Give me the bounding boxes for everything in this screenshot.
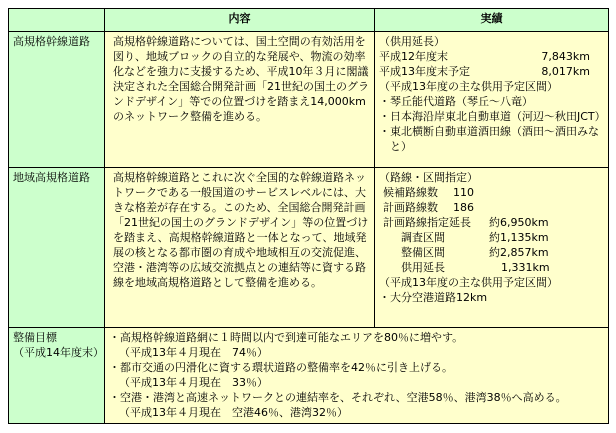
- goal-item: ・ 高規格幹線道路網に１時間以内で到達可能なエリアを80％に増やす。: [109, 331, 464, 344]
- header-blank: [9, 9, 105, 32]
- goal-note: （平成13年４月現在 空港46％、港湾32％）: [119, 406, 348, 419]
- list-item: ・ 東北横断自動車道酒田線（酒田～酒田みなと）: [379, 125, 599, 153]
- results-line: 平成13年度末予定 8,017km: [379, 65, 590, 78]
- results-heading: （供用延長）: [379, 35, 445, 48]
- header-row: [9, 9, 609, 32]
- goal-note: （平成13年４月現在 74％）: [119, 346, 268, 359]
- bullet: ・: [379, 125, 390, 138]
- bullet: ・: [379, 95, 390, 108]
- content-text: 高規格幹線道路については、国土空間の有効活用を図り、地域ブロックの自立的な発展や、物流の効率化などを強力に支援するため、平成10年３月に閣議決定された全国総合開発計画「21世紀の国土のグランドデザイン」等での位置づけを踏まえ14,000kmのネットワーク整備を進める。: [113, 35, 369, 123]
- policy-table: [8, 8, 609, 424]
- results-subheading: （平成13年度の主な供用予定区間）: [379, 80, 558, 93]
- results-line: 計画路線指定延長 約6,950km: [383, 216, 549, 229]
- header-content: 内容: [105, 9, 375, 32]
- results-subheading: （平成13年度の主な供用予定区間）: [379, 276, 558, 289]
- results-subline: 整備区間 約2,857km: [401, 246, 549, 259]
- table-row: [9, 168, 609, 328]
- table-row: [9, 32, 609, 168]
- results-subline: 調査区間 約1,135km: [401, 231, 549, 244]
- header-results: 実績: [375, 9, 609, 32]
- row-results: [375, 32, 609, 168]
- results-line: 計画路線数 186: [383, 201, 474, 214]
- list-item: ・ 琴丘能代道路（琴丘～八竜）: [379, 95, 533, 108]
- results-line: 平成12年度末 7,843km: [379, 50, 590, 63]
- row-content: [105, 168, 375, 328]
- results-heading: （路線・区間指定）: [379, 171, 478, 184]
- list-item: ・ 大分空港道路12km: [379, 291, 488, 304]
- row-label: 高規格幹線道路: [9, 32, 105, 168]
- row-results: [375, 168, 609, 328]
- row-content: [105, 32, 375, 168]
- goal-item: ・ 空港・港湾と高速ネットワークとの連結率を、それぞれ、空港58％、港湾38％へ高める。: [109, 391, 567, 404]
- goals-content: [105, 328, 609, 424]
- row-label: 地域高規格道路: [9, 168, 105, 328]
- goal-item: ・ 都市交通の円滑化に資する環状道路の整備率を42％に引き上げる。: [109, 361, 453, 374]
- list-item: ・ 日本海沿岸東北自動車道（河辺～秋田JCT）: [379, 110, 606, 123]
- bullet: ・: [379, 291, 390, 304]
- goals-row: [9, 328, 609, 424]
- content-text: 高規格幹線道路とこれに次ぐ全国的な幹線道路ネットワークである一般国道のサービスレベルには、大きな格差が存在する。このため、全国総合開発計画「21世紀の国土のグランドデザイン」等の位置づけを踏まえ、高規格幹線道路と一体となって、地域発展の核となる都市圏の育成や地域相互の交流促進、空港・港湾等の広域交流拠点との連結等に資する路線を地域高規格道路として整備を進める。: [113, 171, 369, 289]
- goals-label: 整備目標 （平成14年度末）: [9, 328, 105, 424]
- bullet: ・: [379, 110, 390, 123]
- results-line: 候補路線数 110: [383, 186, 474, 199]
- goal-note: （平成13年４月現在 33％）: [119, 376, 268, 389]
- results-subline: 供用延長 1,331km: [401, 261, 550, 274]
